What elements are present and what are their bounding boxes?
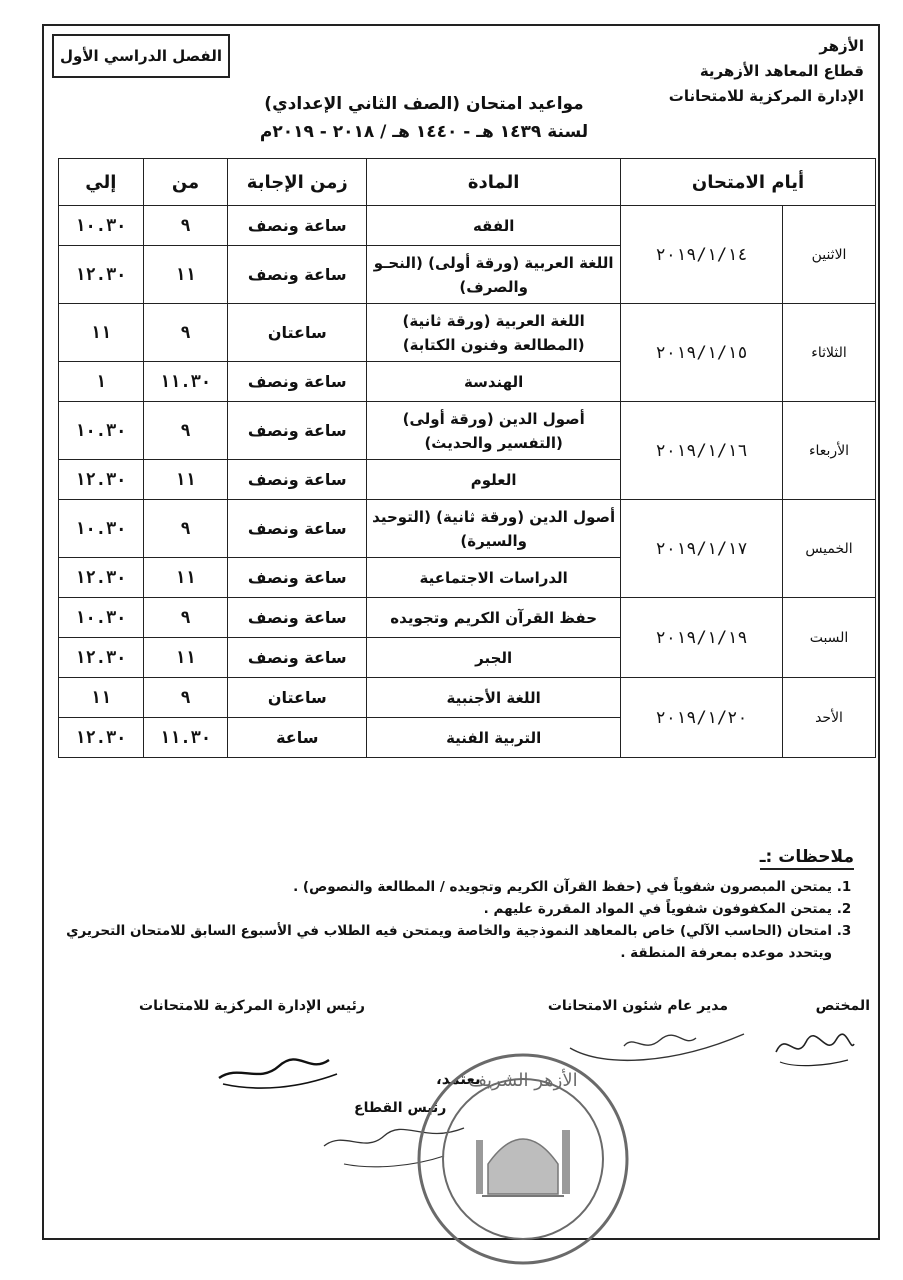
from-cell: ١١ bbox=[143, 460, 228, 500]
from-cell: ٩ bbox=[143, 304, 228, 362]
org-department: الإدارة المركزية للامتحانات bbox=[668, 87, 864, 105]
table-row bbox=[59, 304, 876, 362]
date-cell: ٢٠١٩/١/١٦ bbox=[621, 402, 783, 500]
document-page bbox=[42, 24, 880, 1240]
duration-cell: ساعتان bbox=[228, 304, 367, 362]
stamp-text: الأزهر الشريف bbox=[468, 1070, 578, 1091]
duration-cell: ساعة ونصف bbox=[228, 362, 367, 402]
day-cell: الاثنين bbox=[783, 206, 876, 304]
subject-cell: التربية الفنية bbox=[367, 718, 621, 758]
sector-head-label: رئيس القطاع bbox=[354, 1100, 447, 1116]
to-cell: ١٢.٣٠ bbox=[59, 718, 144, 758]
column-header-subject: المادة bbox=[367, 159, 621, 206]
to-cell: ١٠.٣٠ bbox=[59, 206, 144, 246]
to-cell: ١١ bbox=[59, 678, 144, 718]
date-cell: ٢٠١٩/١/١٧ bbox=[621, 500, 783, 598]
exam-schedule-table bbox=[58, 158, 876, 758]
term-label: الفصل الدراسي الأول bbox=[52, 34, 230, 78]
to-cell: ١٢.٣٠ bbox=[59, 638, 144, 678]
table-header-row bbox=[59, 159, 876, 206]
to-cell: ١٢.٣٠ bbox=[59, 460, 144, 500]
duration-cell: ساعة ونصف bbox=[228, 460, 367, 500]
title-line-2: لسنة ١٤٣٩ هـ - ١٤٤٠ هـ / ٢٠١٨ - ٢٠١٩م bbox=[259, 122, 589, 142]
column-header-to: إلي bbox=[59, 159, 144, 206]
from-cell: ١١ bbox=[143, 638, 228, 678]
subject-cell: الجبر bbox=[367, 638, 621, 678]
day-cell: السبت bbox=[783, 598, 876, 678]
specialist-signature bbox=[766, 1022, 858, 1078]
table-row bbox=[59, 598, 876, 638]
org-name: الأزهر bbox=[819, 37, 864, 55]
day-cell: الخميس bbox=[783, 500, 876, 598]
column-header-duration: زمن الإجابة bbox=[228, 159, 367, 206]
to-cell: ١٢.٣٠ bbox=[59, 246, 144, 304]
subject-cell: اللغة العربية (ورقة ثانية) (المطالعة وفنون الكتابة) bbox=[367, 304, 621, 362]
head-central-signature bbox=[209, 1044, 349, 1094]
from-cell: ١١ bbox=[143, 246, 228, 304]
duration-cell: ساعة ونصف bbox=[228, 402, 367, 460]
signature-exam-director-label: مدير عام شئون الامتحانات bbox=[547, 998, 728, 1014]
note-item: 1. يمتحن المبصرون شفوياً في (حفظ القرآن الكريم وتجويده / المطالعة والنصوص) . bbox=[64, 876, 832, 898]
signature-specialist-label: المختص bbox=[815, 998, 870, 1014]
date-cell: ٢٠١٩/١/٢٠ bbox=[621, 678, 783, 758]
duration-cell: ساعة ونصف bbox=[228, 638, 367, 678]
duration-cell: ساعة ونصف bbox=[228, 206, 367, 246]
subject-cell: أصول الدين (ورقة ثانية) (التوحيد والسيرة) bbox=[367, 500, 621, 558]
from-cell: ١١.٣٠ bbox=[143, 718, 228, 758]
day-cell: الثلاثاء bbox=[783, 304, 876, 402]
from-cell: ٩ bbox=[143, 206, 228, 246]
subject-cell: اللغة الأجنبية bbox=[367, 678, 621, 718]
approved-label: يعتمد، bbox=[436, 1070, 481, 1088]
date-cell: ٢٠١٩/١/١٥ bbox=[621, 304, 783, 402]
duration-cell: ساعتان bbox=[228, 678, 367, 718]
day-cell: الأربعاء bbox=[783, 402, 876, 500]
subject-cell: الفقه bbox=[367, 206, 621, 246]
from-cell: ٩ bbox=[143, 500, 228, 558]
table-row bbox=[59, 500, 876, 558]
notes-section bbox=[64, 846, 854, 964]
official-stamp bbox=[412, 1048, 634, 1270]
subject-cell: حفظ القرآن الكريم وتجويده bbox=[367, 598, 621, 638]
table-row bbox=[59, 678, 876, 718]
table-body bbox=[59, 206, 876, 758]
subject-cell: العلوم bbox=[367, 460, 621, 500]
duration-cell: ساعة bbox=[228, 718, 367, 758]
from-cell: ٩ bbox=[143, 598, 228, 638]
note-item: 3. امتحان (الحاسب الآلي) خاص بالمعاهد النموذجية والخاصة ويمتحن فيه الطلاب في الأسبوع السابق للامتحان التحريري ويتحدد موعده بمعرفة المنطقة . bbox=[64, 920, 832, 964]
to-cell: ١٢.٣٠ bbox=[59, 558, 144, 598]
duration-cell: ساعة ونصف bbox=[228, 558, 367, 598]
to-cell: ١٠.٣٠ bbox=[59, 500, 144, 558]
subject-cell: اللغة العربية (ورقة أولى) (النحـو والصرف) bbox=[367, 246, 621, 304]
from-cell: ٩ bbox=[143, 402, 228, 460]
notes-title: ملاحظات :ـ bbox=[760, 846, 854, 870]
from-cell: ١١ bbox=[143, 558, 228, 598]
subject-cell: أصول الدين (ورقة أولى) (التفسير والحديث) bbox=[367, 402, 621, 460]
duration-cell: ساعة ونصف bbox=[228, 246, 367, 304]
subject-cell: الهندسة bbox=[367, 362, 621, 402]
column-header-from: من bbox=[143, 159, 228, 206]
date-cell: ٢٠١٩/١/١٤ bbox=[621, 206, 783, 304]
org-sector: قطاع المعاهد الأزهرية bbox=[699, 62, 864, 80]
notes-list bbox=[64, 876, 854, 964]
from-cell: ١١.٣٠ bbox=[143, 362, 228, 402]
to-cell: ١١ bbox=[59, 304, 144, 362]
to-cell: ١٠.٣٠ bbox=[59, 598, 144, 638]
duration-cell: ساعة ونصف bbox=[228, 500, 367, 558]
from-cell: ٩ bbox=[143, 678, 228, 718]
page-title bbox=[234, 90, 614, 146]
table-row bbox=[59, 206, 876, 246]
note-item: 2. يمتحن المكفوفون شفوياً في المواد المقررة عليهم . bbox=[64, 898, 832, 920]
to-cell: ١ bbox=[59, 362, 144, 402]
duration-cell: ساعة ونصف bbox=[228, 598, 367, 638]
subject-cell: الدراسات الاجتماعية bbox=[367, 558, 621, 598]
title-line-1: مواعيد امتحان (الصف الثاني الإعدادي) bbox=[264, 94, 584, 114]
column-header-days: أيام الامتحان bbox=[621, 159, 876, 206]
table-row bbox=[59, 402, 876, 460]
signature-head-central-label: رئيس الإدارة المركزية للامتحانات bbox=[139, 998, 365, 1014]
day-cell: الأحد bbox=[783, 678, 876, 758]
date-cell: ٢٠١٩/١/١٩ bbox=[621, 598, 783, 678]
organization-header bbox=[669, 34, 864, 109]
to-cell: ١٠.٣٠ bbox=[59, 402, 144, 460]
